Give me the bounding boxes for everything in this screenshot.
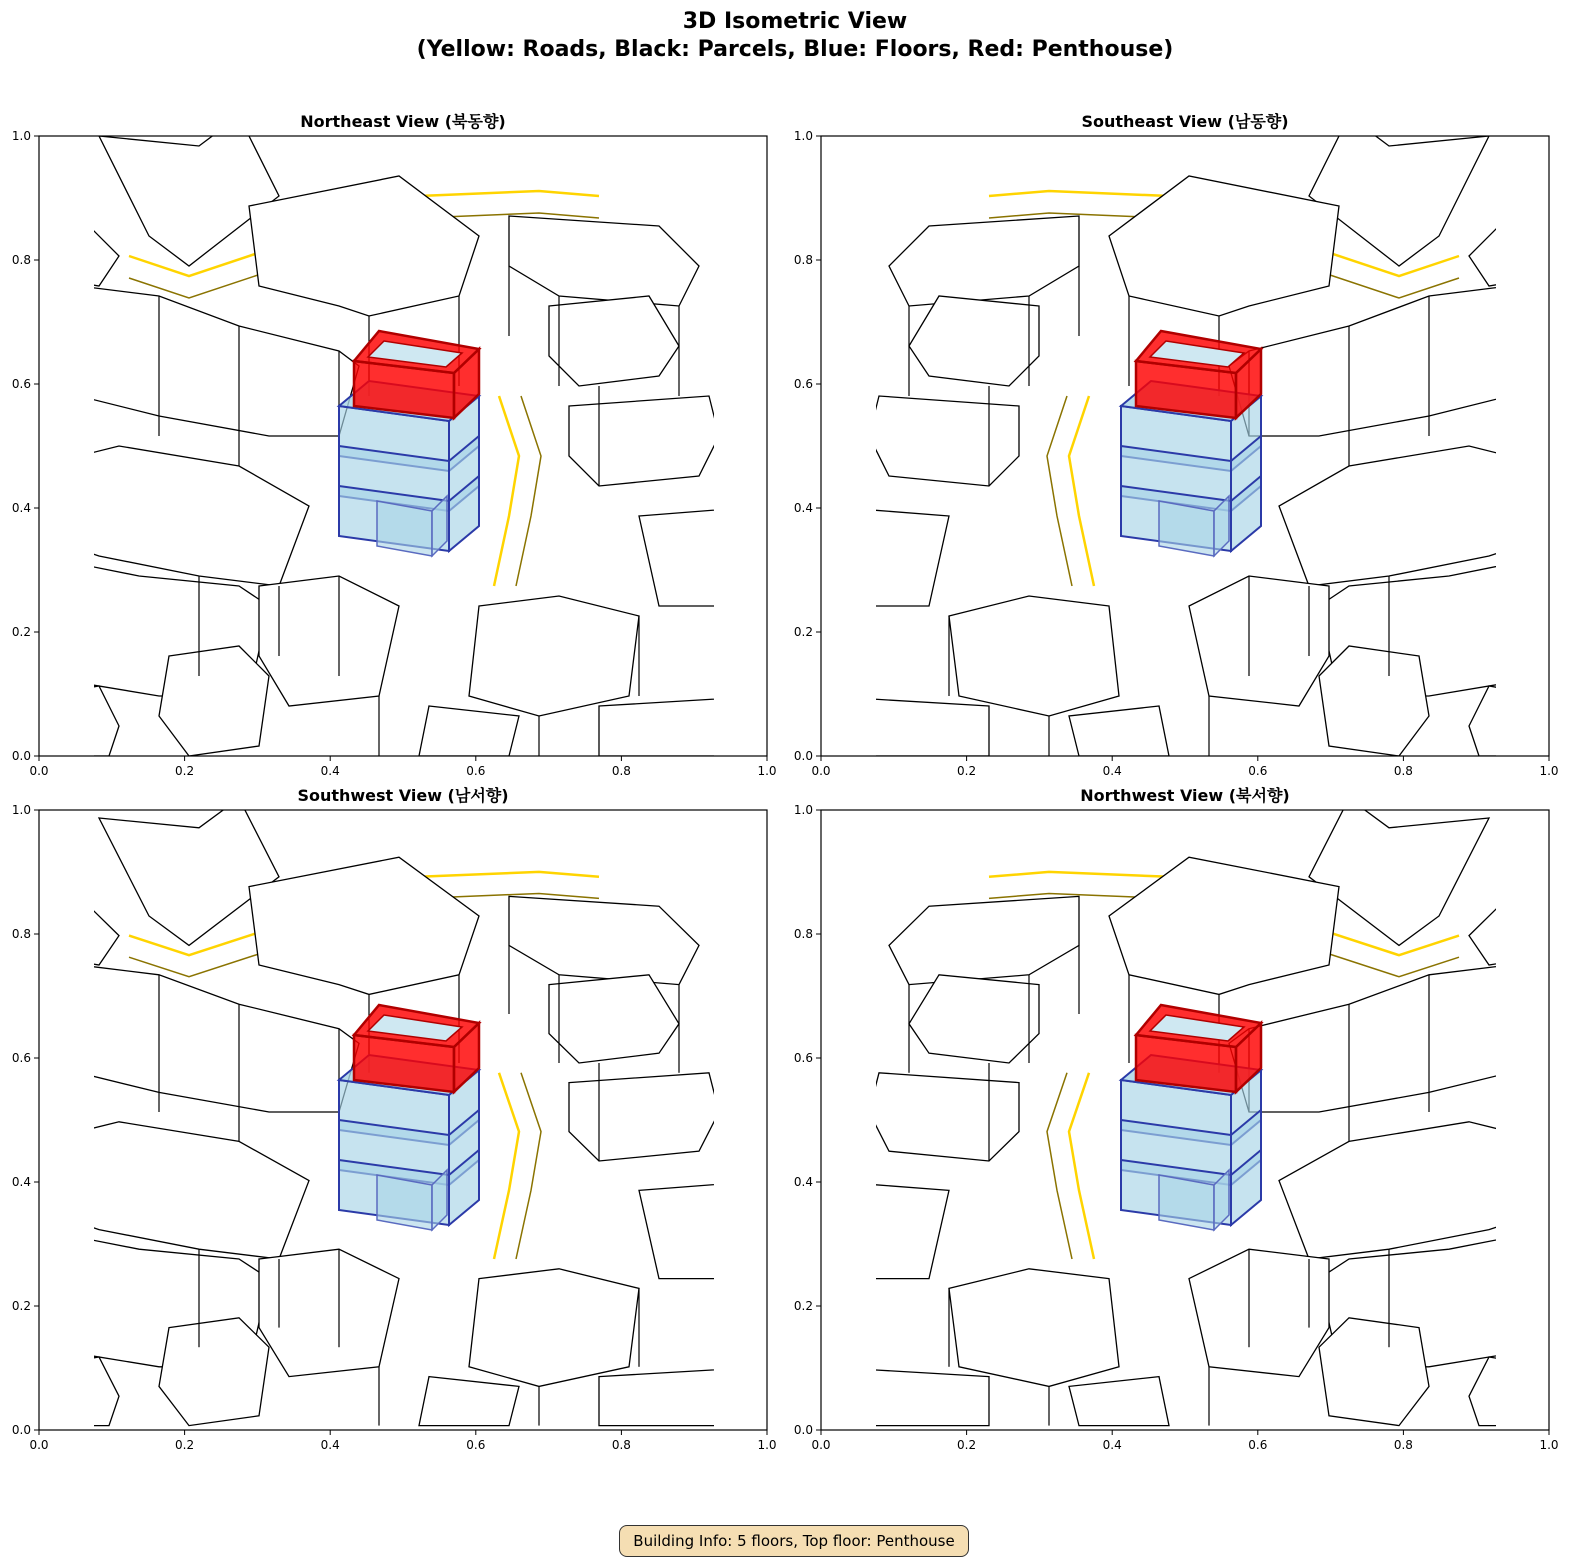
parcel-building bbox=[1469, 216, 1549, 286]
parcel-building bbox=[1229, 965, 1549, 1112]
y-tick-label: 0.2 bbox=[793, 625, 813, 639]
parcel-building bbox=[549, 296, 679, 386]
x-tick-label: 0.4 bbox=[1102, 1438, 1122, 1452]
panel-1 bbox=[12, 112, 777, 778]
parcel-building bbox=[39, 286, 359, 436]
x-tick-label: 0.8 bbox=[1393, 764, 1413, 778]
x-tick-label: 1.0 bbox=[757, 1438, 777, 1452]
y-tick-label: 0.6 bbox=[11, 1051, 31, 1065]
y-tick-label: 0.8 bbox=[11, 927, 31, 941]
parcel-building bbox=[1229, 286, 1549, 436]
parcel-building bbox=[821, 506, 949, 606]
y-tick-label: 0.6 bbox=[11, 377, 31, 391]
road-line bbox=[516, 396, 541, 586]
y-tick-label: 0.0 bbox=[793, 1423, 813, 1437]
parcel-building bbox=[39, 686, 119, 756]
x-tick-label: 0.0 bbox=[811, 1438, 831, 1452]
road-line bbox=[1069, 396, 1094, 586]
y-tick-label: 0.2 bbox=[11, 1299, 31, 1313]
parcel-building bbox=[909, 296, 1039, 386]
parcel-building bbox=[1279, 1122, 1549, 1259]
y-tick-label: 0.2 bbox=[11, 625, 31, 639]
x-tick-label: 0.0 bbox=[811, 764, 831, 778]
floor-box bbox=[1159, 501, 1214, 556]
x-tick-label: 0.2 bbox=[175, 764, 195, 778]
parcel-building bbox=[39, 896, 119, 965]
y-tick-label: 0.8 bbox=[793, 253, 813, 267]
y-tick-label: 0.8 bbox=[793, 927, 813, 941]
parcel-building bbox=[889, 216, 1079, 306]
parcel-building bbox=[249, 176, 479, 316]
x-tick-label: 0.2 bbox=[957, 764, 977, 778]
parcel-building bbox=[639, 506, 767, 606]
parcel-building bbox=[821, 696, 989, 756]
parcel-building bbox=[821, 1181, 949, 1279]
figure-title-line1: 3D Isometric View bbox=[682, 9, 908, 34]
parcel-building bbox=[1309, 116, 1489, 266]
parcel-building bbox=[419, 706, 519, 756]
target-building bbox=[1121, 331, 1261, 556]
parcel-building bbox=[39, 1122, 309, 1259]
y-tick-label: 0.4 bbox=[793, 501, 813, 515]
parcel-building bbox=[549, 975, 679, 1063]
parcel-building bbox=[249, 857, 479, 994]
x-tick-label: 1.0 bbox=[1539, 1438, 1559, 1452]
parcel-building bbox=[949, 596, 1119, 716]
panel-4 bbox=[794, 786, 1559, 1452]
y-tick-label: 0.4 bbox=[11, 501, 31, 515]
y-tick-label: 0.0 bbox=[11, 749, 31, 763]
parcel-building bbox=[869, 396, 1019, 486]
parcel-building bbox=[259, 1249, 399, 1376]
panel-title: Northeast View (북동향) bbox=[300, 112, 506, 131]
road-line bbox=[1069, 1073, 1094, 1259]
y-tick-label: 1.0 bbox=[11, 803, 31, 817]
parcel-building bbox=[1109, 857, 1339, 994]
y-tick-label: 0.0 bbox=[793, 749, 813, 763]
parcel-building bbox=[39, 1357, 119, 1426]
parcel-building bbox=[159, 1318, 269, 1426]
parcel-building bbox=[1469, 1357, 1549, 1426]
floor-box bbox=[1159, 1175, 1214, 1230]
x-tick-label: 0.0 bbox=[29, 1438, 49, 1452]
floor-box bbox=[377, 501, 432, 556]
parcel-building bbox=[1319, 646, 1429, 756]
parcel-building bbox=[99, 798, 279, 945]
panel-title: Northwest View (북서향) bbox=[1080, 786, 1290, 805]
parcel-building bbox=[599, 1367, 767, 1426]
y-tick-label: 1.0 bbox=[11, 129, 31, 143]
road-line bbox=[516, 1073, 541, 1259]
parcel-building bbox=[599, 696, 767, 756]
x-tick-label: 1.0 bbox=[757, 764, 777, 778]
x-tick-label: 0.8 bbox=[611, 1438, 631, 1452]
y-tick-label: 0.8 bbox=[11, 253, 31, 267]
target-building bbox=[339, 1005, 479, 1230]
parcel-building bbox=[1189, 1249, 1329, 1376]
y-tick-label: 0.0 bbox=[11, 1423, 31, 1437]
road-line bbox=[1047, 396, 1072, 586]
parcel-building bbox=[639, 1181, 767, 1279]
target-building bbox=[339, 331, 479, 556]
parcel-building bbox=[1279, 446, 1549, 586]
panel-3 bbox=[12, 786, 777, 1452]
x-tick-label: 0.4 bbox=[1102, 764, 1122, 778]
x-tick-label: 0.6 bbox=[466, 764, 486, 778]
y-tick-label: 0.6 bbox=[793, 377, 813, 391]
parcel-building bbox=[419, 1377, 519, 1426]
parcel-building bbox=[569, 396, 719, 486]
road-line bbox=[1047, 1073, 1072, 1259]
parcel-building bbox=[39, 965, 359, 1112]
parcel-building bbox=[949, 1269, 1119, 1387]
x-tick-label: 0.8 bbox=[1393, 1438, 1413, 1452]
x-tick-label: 0.8 bbox=[611, 764, 631, 778]
parcel-building bbox=[99, 116, 279, 266]
panel-2 bbox=[794, 112, 1559, 778]
parcel-building bbox=[259, 576, 399, 706]
x-tick-label: 0.6 bbox=[1248, 1438, 1268, 1452]
target-building bbox=[1121, 1005, 1261, 1230]
parcel-building bbox=[39, 216, 119, 286]
y-tick-label: 1.0 bbox=[793, 803, 813, 817]
parcel-building bbox=[569, 1073, 719, 1161]
parcel-building bbox=[509, 216, 699, 306]
panel-title: Southwest View (남서향) bbox=[297, 786, 509, 805]
y-tick-label: 0.6 bbox=[793, 1051, 813, 1065]
y-tick-label: 0.2 bbox=[793, 1299, 813, 1313]
parcel-building bbox=[821, 1367, 989, 1426]
parcel-building bbox=[39, 446, 309, 586]
parcel-building bbox=[159, 646, 269, 756]
x-tick-label: 0.6 bbox=[466, 1438, 486, 1452]
panel-title: Southeast View (남동향) bbox=[1081, 112, 1289, 131]
figure-title-line2: (Yellow: Roads, Black: Parcels, Blue: Floors, Red: Penthouse) bbox=[416, 37, 1174, 62]
x-tick-label: 1.0 bbox=[1539, 764, 1559, 778]
x-tick-label: 0.2 bbox=[957, 1438, 977, 1452]
y-tick-label: 0.4 bbox=[793, 1175, 813, 1189]
parcel-building bbox=[469, 1269, 639, 1387]
y-tick-label: 1.0 bbox=[793, 129, 813, 143]
parcel-building bbox=[909, 975, 1039, 1063]
parcel-building bbox=[1109, 176, 1339, 316]
parcel-building bbox=[1309, 798, 1489, 945]
parcel-building bbox=[889, 896, 1079, 984]
y-tick-label: 0.4 bbox=[11, 1175, 31, 1189]
parcel-building bbox=[1469, 896, 1549, 965]
parcel-building bbox=[1189, 576, 1329, 706]
x-tick-label: 0.0 bbox=[29, 764, 49, 778]
parcel-building bbox=[469, 596, 639, 716]
x-tick-label: 0.6 bbox=[1248, 764, 1268, 778]
parcel-building bbox=[869, 1073, 1019, 1161]
parcel-building bbox=[1069, 706, 1169, 756]
road-line bbox=[494, 1073, 519, 1259]
floor-box bbox=[377, 1175, 432, 1230]
parcel-building bbox=[1069, 1377, 1169, 1426]
parcel-building bbox=[1469, 686, 1549, 756]
x-tick-label: 0.4 bbox=[320, 764, 340, 778]
building-info-box: Building Info: 5 floors, Top floor: Penthouse bbox=[619, 1525, 969, 1557]
x-tick-label: 0.4 bbox=[320, 1438, 340, 1452]
parcel-building bbox=[509, 896, 699, 984]
x-tick-label: 0.2 bbox=[175, 1438, 195, 1452]
road-line bbox=[494, 396, 519, 586]
parcel-building bbox=[1319, 1318, 1429, 1426]
